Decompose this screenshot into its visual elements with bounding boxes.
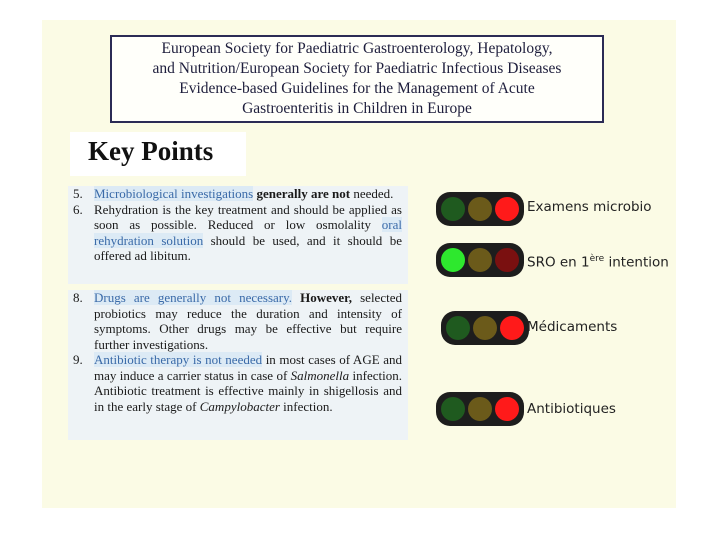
title-line-2: and Nutrition/European Society for Paediatric Infectious Diseases [152,60,562,77]
signal-label-antibiotiques: Antibiotiques [527,401,616,417]
highlighted-phrase: Antibiotic therapy is not needed [94,352,263,367]
plain-text: in most cases of AGE and may induce a carrier status in case of [94,352,402,383]
amber-lamp [468,397,492,421]
sro-label-end: intention [604,254,669,271]
amber-lamp [468,197,492,221]
italic-organism: Salmonella [290,367,350,383]
plain-text: selected probiotics may reduce the duration and intensity of symptoms. Other drugs may be effective but require further investigations. [94,290,402,352]
key-point-9 [73,352,402,414]
key-point-text [94,186,402,202]
red-lamp [500,316,524,340]
key-point-number: 8. [73,290,83,305]
sro-label-superscript: ère [589,254,605,264]
green-lamp [446,316,470,340]
traffic-light-sro [436,243,524,277]
key-point-text [94,202,402,264]
key-point-text [94,290,402,352]
highlighted-phrase: oral rehydration solution [94,217,402,248]
red-lamp [495,248,519,272]
sro-label-main: SRO en 1 [527,254,590,271]
plain-text: Rehydration is the key treatment and should be applied as soon as possible. Reduced or low osmolality [94,201,402,232]
green-lamp [441,197,465,221]
plain-text: infection. Antibiotic treatment is effective mainly in shigellosis and in the early stage of [94,367,402,414]
italic-organism: Campylobacter [199,398,280,414]
key-point-number: 9. [73,352,83,367]
plain-text: should be used, and it should be offered ad libitum. [94,232,402,263]
signal-label-medicaments: Médicaments [527,319,618,335]
highlighted-phrase: Drugs are generally not necessary. [94,290,293,305]
green-lamp [441,248,465,272]
traffic-light-examens [436,192,524,226]
bold-phrase: generally are not [253,186,351,201]
title-line-3: Evidence-based Guidelines for the Management of Acute [179,80,535,97]
key-point-5 [73,186,402,202]
key-points-block-1 [68,186,408,284]
key-points-block-2 [68,290,408,440]
key-point-6 [73,202,402,264]
bold-phrase: However, [292,290,352,305]
key-point-8 [73,290,402,352]
key-point-number: 5. [73,186,83,201]
green-lamp [441,397,465,421]
signal-label-sro [527,254,669,271]
key-point-text [94,352,402,414]
plain-text: needed. [350,186,394,201]
key-points-heading: Key Points [88,136,214,166]
amber-lamp [473,316,497,340]
highlighted-phrase: Microbiological investigations [94,186,254,201]
signal-label-examens: Examens microbio [527,199,652,215]
amber-lamp [468,248,492,272]
title-line-1: European Society for Paediatric Gastroenterology, Hepatology, [161,40,553,57]
key-point-number: 6. [73,201,83,217]
traffic-light-antibiotiques [436,392,524,426]
title-line-4: Gastroenteritis in Children in Europe [242,100,472,117]
plain-text: infection. [279,398,333,414]
guidelines-title-box [110,35,604,123]
traffic-light-medicaments [441,311,529,345]
red-lamp [495,197,519,221]
red-lamp [495,397,519,421]
